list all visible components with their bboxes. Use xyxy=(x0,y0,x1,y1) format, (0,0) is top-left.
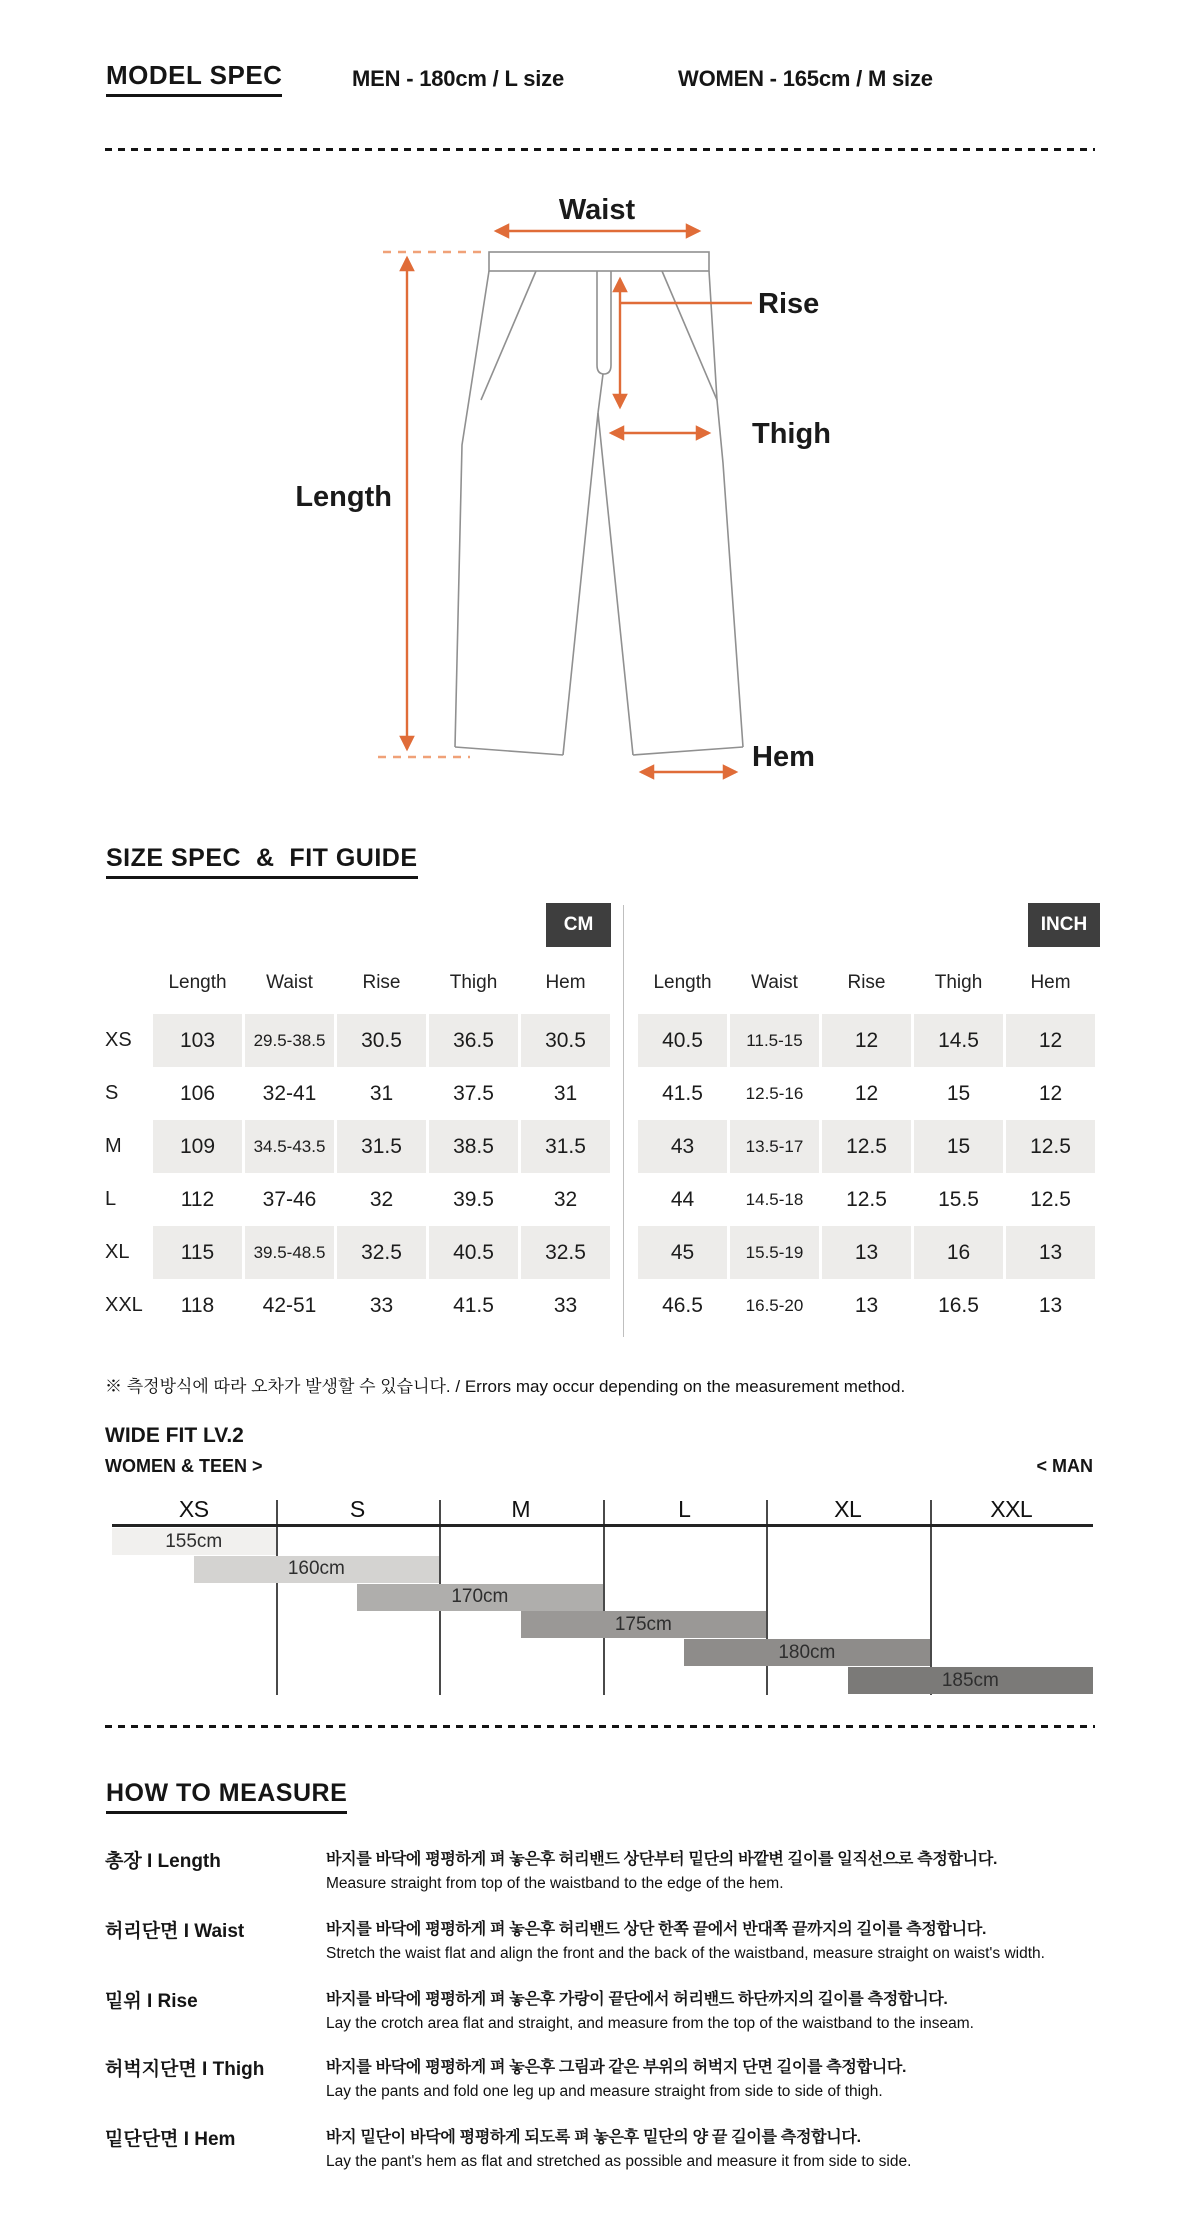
size-row-label-xxl: XXL xyxy=(105,1294,143,1316)
inch-cell-xs-length: 40.5 xyxy=(638,1014,727,1067)
inch-cell-xl-length: 45 xyxy=(638,1226,727,1279)
cm-cell-m-thigh: 38.5 xyxy=(429,1120,518,1173)
cm-cell-xs-hem: 30.5 xyxy=(521,1014,610,1067)
inch-cell-m-hem: 12.5 xyxy=(1006,1120,1095,1173)
measure-label-length: 총장 I Length xyxy=(105,1851,221,1872)
inch-cell-xxl-thigh: 16.5 xyxy=(938,1293,979,1317)
cm-cell-xs-waist: 29.5-38.5 xyxy=(245,1014,334,1067)
how-to-measure-title: HOW TO MEASURE xyxy=(106,1779,347,1814)
divider-bottom xyxy=(105,1725,1095,1728)
measure-label-waist: 허리단면 I Waist xyxy=(105,1921,245,1942)
measure-en-rise: Lay the crotch area flat and straight, and measure from the top of the waistband to the inseam. xyxy=(326,2015,974,2032)
cm-cell-xl-length: 115 xyxy=(153,1226,242,1279)
measure-kr-waist: 바지를 바닥에 평평하게 펴 놓은후 허리밴드 상단 한쪽 끝에서 반대쪽 끝까지의 길이를 측정합니다. xyxy=(326,1921,987,1938)
cm-cell-xxl-waist: 42-51 xyxy=(262,1293,317,1317)
inch-cell-m-waist: 13.5-17 xyxy=(730,1120,819,1173)
fit-bar-155cm: 155cm xyxy=(112,1528,276,1555)
cm-cell-s-thigh: 37.5 xyxy=(453,1081,494,1105)
fit-grid-line xyxy=(930,1500,932,1695)
size-row-label-xl: XL xyxy=(105,1241,130,1263)
inch-header-waist: Waist xyxy=(751,972,798,993)
inch-header-hem: Hem xyxy=(1030,972,1071,993)
cm-cell-s-waist: 32-41 xyxy=(262,1081,317,1105)
fit-axis-label-xs: XS xyxy=(178,1496,209,1522)
size-spec-title: SIZE SPEC & FIT GUIDE xyxy=(106,844,418,879)
cm-cell-l-thigh: 39.5 xyxy=(453,1187,494,1211)
cm-cell-xl-thigh: 40.5 xyxy=(429,1226,518,1279)
guide-dashes xyxy=(378,252,487,757)
fit-grid-line xyxy=(276,1500,278,1695)
cm-cell-xl-waist: 39.5-48.5 xyxy=(245,1226,334,1279)
cm-cell-l-rise: 32 xyxy=(369,1187,394,1211)
fit-bar-175cm: 175cm xyxy=(521,1611,766,1638)
thigh-label: Thigh xyxy=(752,418,831,450)
fit-axis-label-m: M xyxy=(511,1496,531,1522)
inch-header-thigh: Thigh xyxy=(934,972,983,993)
measure-arrows xyxy=(407,231,752,772)
measure-kr-rise: 바지를 바닥에 평평하게 펴 놓은후 가랑이 끝단에서 허리밴드 하단까지의 길이를 측정합니다. xyxy=(326,1991,948,2008)
fit-grid-line xyxy=(603,1500,605,1695)
inch-badge: INCH xyxy=(1028,903,1100,947)
inch-header-rise: Rise xyxy=(847,972,886,993)
inch-cell-xs-rise: 12 xyxy=(822,1014,911,1067)
size-row-label-l: L xyxy=(105,1188,117,1210)
cm-badge: CM xyxy=(546,903,611,947)
inch-cell-s-length: 41.5 xyxy=(662,1081,703,1105)
fit-bar-160cm: 160cm xyxy=(194,1556,439,1583)
measure-label-hem: 밑단단면 I Hem xyxy=(105,2129,236,2150)
model-spec-men: MEN - 180cm / L size xyxy=(352,66,565,91)
inch-cell-xl-waist: 15.5-19 xyxy=(730,1226,819,1279)
cm-header-thigh: Thigh xyxy=(449,972,498,993)
length-label: Length xyxy=(295,481,392,513)
fit-axis-label-xl: XL xyxy=(834,1496,862,1522)
inch-cell-xs-hem: 12 xyxy=(1006,1014,1095,1067)
measure-label-thigh: 허벅지단면 I Thigh xyxy=(105,2059,265,2080)
measure-en-thigh: Lay the pants and fold one leg up and measure straight from side to side of thigh. xyxy=(326,2083,883,2100)
inch-cell-xxl-rise: 13 xyxy=(854,1293,879,1317)
cm-cell-xxl-length: 118 xyxy=(180,1293,215,1317)
fit-axis-label-l: L xyxy=(678,1496,691,1522)
measure-en-waist: Stretch the waist flat and align the front and the back of the waistband, measure straight on waist's width. xyxy=(326,1945,1045,1962)
cm-cell-xl-rise: 32.5 xyxy=(337,1226,426,1279)
inch-cell-m-length: 43 xyxy=(638,1120,727,1173)
hem-label: Hem xyxy=(752,741,815,773)
cm-cell-l-length: 112 xyxy=(180,1187,215,1211)
cm-cell-s-length: 106 xyxy=(179,1081,216,1105)
size-row-label-s: S xyxy=(105,1082,119,1104)
measure-label-rise: 밑위 I Rise xyxy=(105,1991,198,2012)
inch-cell-s-rise: 12 xyxy=(854,1081,879,1105)
inch-cell-s-thigh: 15 xyxy=(946,1081,971,1105)
inch-cell-l-rise: 12.5 xyxy=(846,1187,887,1211)
model-spec-title: MODEL SPEC xyxy=(106,60,282,97)
cm-cell-xs-rise: 30.5 xyxy=(337,1014,426,1067)
cm-cell-xs-thigh: 36.5 xyxy=(429,1014,518,1067)
fit-axis-line xyxy=(112,1524,1093,1527)
inch-cell-l-length: 44 xyxy=(670,1187,695,1211)
inch-cell-s-waist: 12.5-16 xyxy=(745,1083,804,1103)
cm-cell-s-rise: 31 xyxy=(369,1081,394,1105)
fit-axis-label-xxl: XXL xyxy=(990,1496,1033,1522)
inch-cell-xl-thigh: 16 xyxy=(914,1226,1003,1279)
cm-header-length: Length xyxy=(168,972,227,993)
waist-label: Waist xyxy=(558,194,636,226)
fit-guide-right-label: < MAN xyxy=(1036,1456,1093,1476)
cm-cell-m-length: 109 xyxy=(153,1120,242,1173)
cm-header-hem: Hem xyxy=(545,972,586,993)
inch-cell-xl-rise: 13 xyxy=(822,1226,911,1279)
fit-bar-180cm: 180cm xyxy=(684,1639,929,1666)
inch-cell-xl-hem: 13 xyxy=(1006,1226,1095,1279)
measure-kr-thigh: 바지를 바닥에 평평하게 펴 놓은후 그림과 같은 부위의 허벅지 단면 길이를 측정합니다. xyxy=(326,2059,907,2076)
fit-bar-170cm: 170cm xyxy=(357,1584,602,1611)
measure-kr-hem: 바지 밑단이 바닥에 평평하게 되도록 펴 놓은후 밑단의 양 끝 길이를 측정합니다. xyxy=(326,2129,861,2146)
cm-cell-xxl-rise: 33 xyxy=(369,1293,394,1317)
rise-label: Rise xyxy=(758,288,820,320)
cm-cell-xl-hem: 32.5 xyxy=(521,1226,610,1279)
inch-cell-l-thigh: 15.5 xyxy=(938,1187,979,1211)
cm-cell-l-hem: 32 xyxy=(553,1187,578,1211)
inch-cell-m-rise: 12.5 xyxy=(822,1120,911,1173)
inch-cell-xs-thigh: 14.5 xyxy=(914,1014,1003,1067)
fit-bar-185cm: 185cm xyxy=(848,1667,1093,1694)
model-spec-women: WOMEN - 165cm / M size xyxy=(678,66,933,91)
inch-cell-s-hem: 12 xyxy=(1038,1081,1063,1105)
cm-cell-s-hem: 31 xyxy=(553,1081,578,1105)
measure-en-length: Measure straight from top of the waistband to the edge of the hem. xyxy=(326,1875,784,1892)
cm-cell-l-waist: 37-46 xyxy=(262,1187,317,1211)
cm-header-rise: Rise xyxy=(362,972,401,993)
inch-cell-l-waist: 14.5-18 xyxy=(745,1189,804,1209)
fit-guide-left-label: WOMEN & TEEN > xyxy=(105,1456,263,1476)
size-row-label-m: M xyxy=(105,1135,122,1157)
cm-cell-m-rise: 31.5 xyxy=(337,1120,426,1173)
inch-cell-xxl-waist: 16.5-20 xyxy=(745,1295,804,1315)
cm-cell-xs-length: 103 xyxy=(153,1014,242,1067)
measure-en-hem: Lay the pant's hem as flat and stretched as possible and measure it from side to side. xyxy=(326,2153,912,2170)
inch-cell-xxl-hem: 13 xyxy=(1038,1293,1063,1317)
size-row-label-xs: XS xyxy=(105,1029,132,1051)
inch-cell-m-thigh: 15 xyxy=(914,1120,1003,1173)
inch-cell-l-hem: 12.5 xyxy=(1030,1187,1071,1211)
pants-outline xyxy=(455,252,743,755)
inch-cell-xs-waist: 11.5-15 xyxy=(730,1014,819,1067)
measure-kr-length: 바지를 바닥에 평평하게 펴 놓은후 허리밴드 상단부터 밑단의 바깥변 길이를 일직선으로 측정합니다. xyxy=(326,1851,998,1868)
pants-diagram xyxy=(0,170,1200,810)
measurement-note: ※ 측정방식에 따라 오차가 발생할 수 있습니다. / Errors may occur depending on the measurement method. xyxy=(105,1377,906,1396)
divider-top xyxy=(105,148,1095,151)
cm-header-waist: Waist xyxy=(266,972,313,993)
cm-cell-m-waist: 34.5-43.5 xyxy=(245,1120,334,1173)
cm-cell-m-hem: 31.5 xyxy=(521,1120,610,1173)
fit-axis-label-s: S xyxy=(349,1496,365,1522)
cm-cell-xxl-hem: 33 xyxy=(553,1293,578,1317)
fit-guide-title: WIDE FIT LV.2 xyxy=(105,1424,244,1447)
table-divider xyxy=(623,905,624,1337)
inch-cell-xxl-length: 46.5 xyxy=(662,1293,703,1317)
inch-header-length: Length xyxy=(653,972,712,993)
cm-cell-xxl-thigh: 41.5 xyxy=(453,1293,494,1317)
